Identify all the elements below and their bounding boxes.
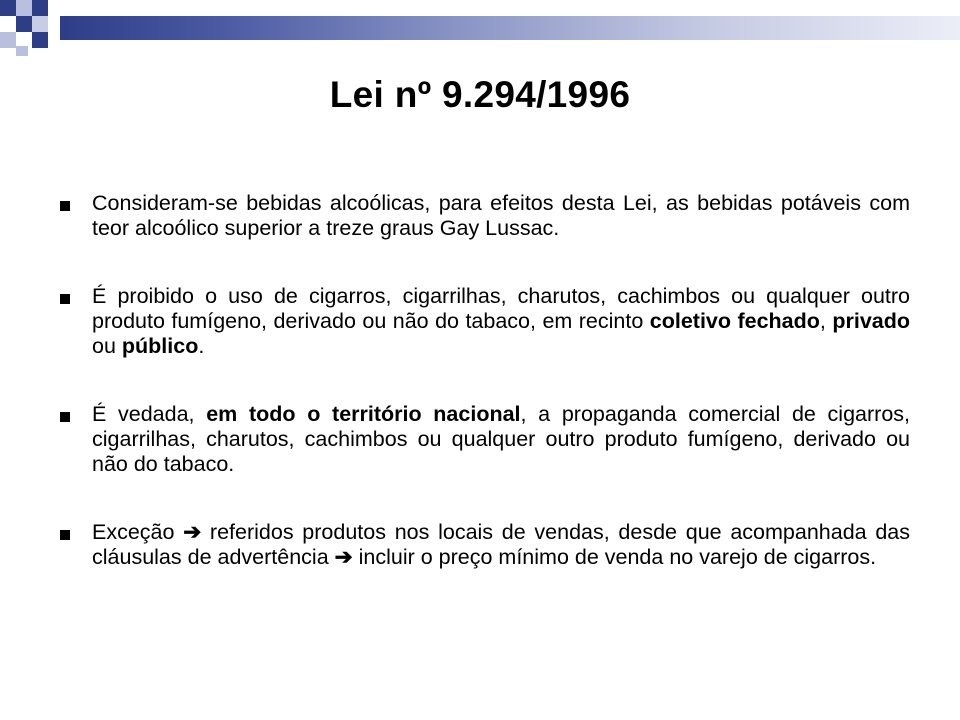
- text-segment: ou: [92, 334, 122, 358]
- arrow-right-icon: ➔: [183, 520, 202, 544]
- text-segment: Consideram-se bebidas alcoólicas, para efeitos desta Lei, as bebidas potáveis com teor alcoólico superior a treze graus Gay Lussac.: [92, 191, 910, 240]
- slide-title: Lei nº 9.294/1996: [329, 74, 631, 115]
- bullet-text: [92, 402, 910, 476]
- bullet-item: [60, 402, 910, 477]
- text-segment: referidos produtos nos locais de vendas, desde que acompanhada das cláusulas de advertência: [92, 520, 910, 569]
- deco-square-3: [32, 0, 48, 16]
- arrow-right-icon: ➔: [334, 545, 353, 569]
- deco-square-6: [0, 32, 16, 48]
- header-decoration: [0, 0, 960, 60]
- deco-square-8: [16, 46, 28, 56]
- text-segment: É proibido o uso de cigarros, cigarrilhas, charutos, cachimbos ou qualquer outro produto fumígeno, derivado ou não do tabaco, em recinto: [92, 284, 910, 333]
- header-gradient-bar: [60, 16, 960, 40]
- bold-text: em todo o território nacional: [206, 402, 521, 426]
- deco-square-1: [0, 0, 16, 16]
- bold-text: privado: [832, 309, 910, 333]
- square-bullet-icon: [60, 201, 70, 211]
- square-bullet-icon: [60, 412, 70, 422]
- text-segment: .: [198, 334, 205, 358]
- text-segment: É vedada,: [92, 402, 207, 426]
- text-segment: ,: [819, 309, 833, 333]
- bold-text: coletivo fechado: [649, 309, 820, 333]
- bullet-item: [60, 284, 910, 359]
- deco-square-4: [16, 16, 32, 32]
- deco-square-2: [16, 0, 32, 16]
- bullet-text: [92, 284, 910, 358]
- bullet-item: [60, 520, 910, 570]
- bullet-list: [60, 191, 910, 570]
- square-bullet-icon: [60, 294, 70, 304]
- square-bullet-icon: [60, 530, 70, 540]
- text-segment: , a propaganda comercial de cigarros, cigarrilhas, charutos, cachimbos ou qualquer outro produto fumígeno, derivado ou não do tabaco.: [92, 402, 910, 476]
- deco-square-7: [32, 32, 48, 48]
- text-segment: incluir o preço mínimo de venda no varejo de cigarros.: [352, 545, 877, 569]
- bullet-item: [60, 191, 910, 241]
- bullet-text: [92, 191, 910, 240]
- deco-square-5: [32, 16, 48, 32]
- bullet-text: [92, 520, 910, 569]
- bold-text: público: [121, 334, 199, 358]
- text-segment: Exceção: [92, 520, 184, 544]
